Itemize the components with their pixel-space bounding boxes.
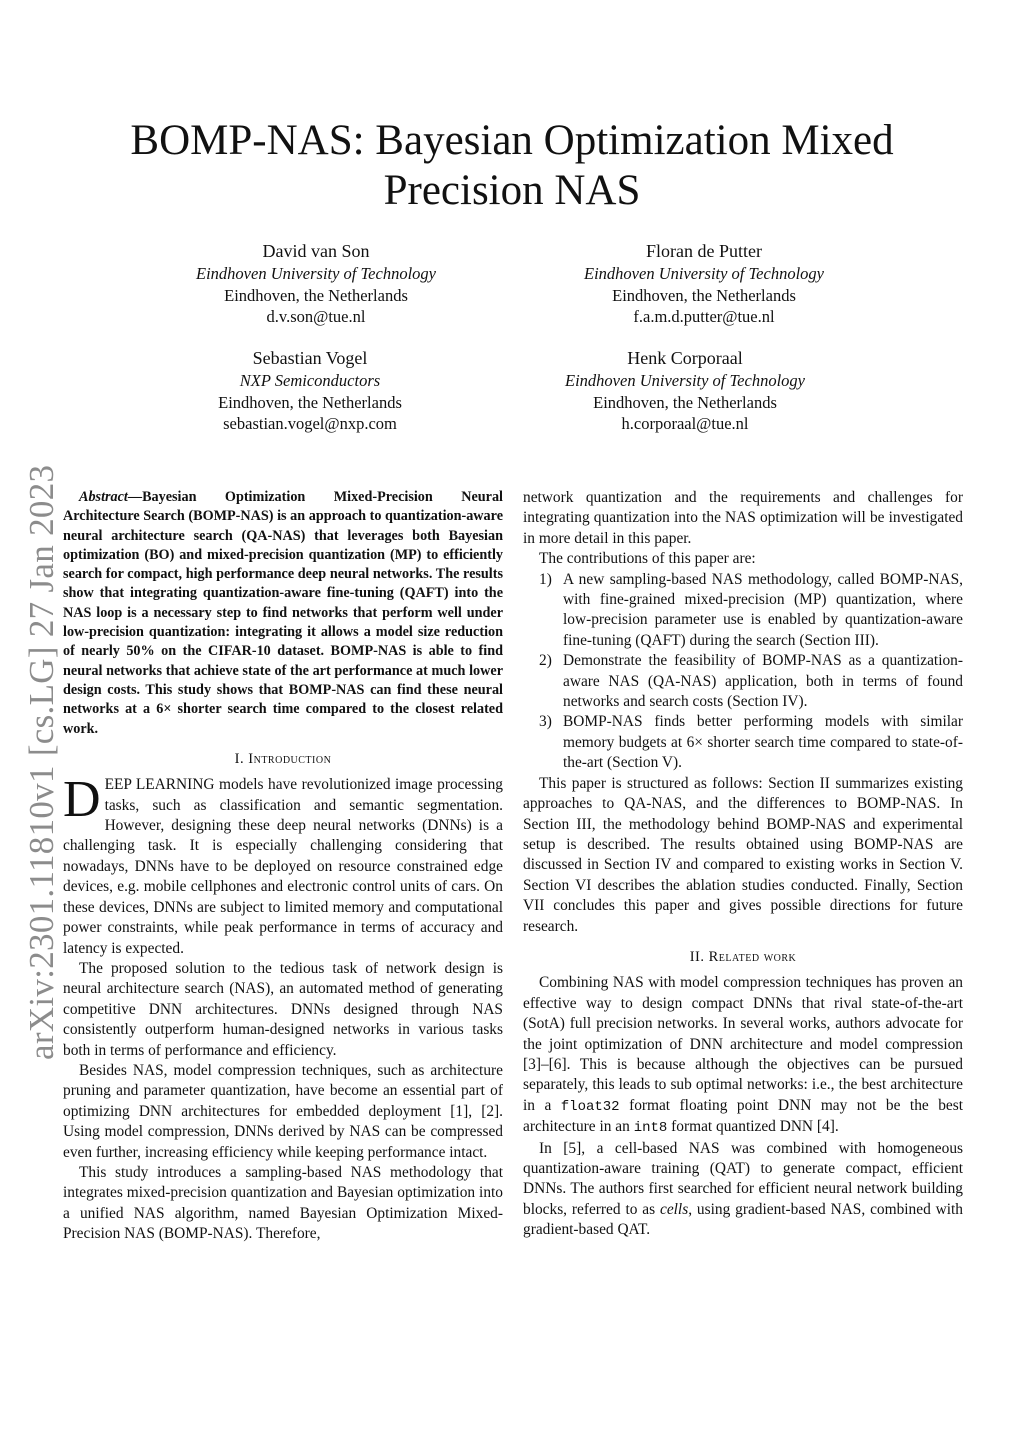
author-block [130,347,490,435]
related-text: Combining NAS with model compression techniques has proven an effective way to design compact DNNs that rival state-of-the-art (SotA) full precision networks. In several works, authors advocate for the joint optimization of DNN architecture and model compression [3]–[6]. This is because although the objectives can be pursued separately, this leads to sub optimal networks: i.e., the best architecture in a [523,974,963,1114]
author-name: David van Son [262,241,370,261]
paper-structure-paragraph: This paper is structured as follows: Section II summarizes existing approaches to QA-NAS, and the differences to BOMP-NAS. In Section III, the methodology behind BOMP-NAS and experimental setup is described. The results obtained using BOMP-NAS are discussed in Section IV and compared to existing works in Section V. Section VI describes the ablation studies conducted. Finally, Section VII concludes this paper and gives possible directions for future research. [523,774,963,935]
author-block [136,240,496,328]
related-text: In [5], a cell-based NAS was combined with homogeneous quantization-aware training (QAT) to generate compact, efficient DNNs. The authors first searched for efficient neural network building blocks, referred to as [523,1139,963,1218]
paper-title: BOMP-NAS: Bayesian Optimization Mixed Precision NAS [130,117,894,214]
list-number: 3) [539,713,552,731]
intro-paragraph-4: This study introduces a sampling-based NAS methodology that integrates mixed-precision quantization and Bayesian optimization into a unified NAS algorithm, named Bayesian Optimization Mixed-Precision NAS (BOMP-NAS). Therefore, [63,1163,503,1243]
abstract [63,488,503,739]
code-int8: int8 [633,1120,668,1137]
list-text: A new sampling-based NAS methodology, called BOMP-NAS, with fine-grained mixed-precision (MP) quantization, where low-precision parameter use is enabled by quantization-aware fine-tuning (QAFT) during the search (Section III). [563,570,963,649]
related-paragraph-1 [523,973,963,1138]
abstract-dash: — [127,489,143,505]
abstract-text: Bayesian Optimization Mixed-Precision Neural Architecture Search (BOMP-NAS) is an approach to quantization-aware neural architecture search (QA-NAS) that leverages both Bayesian optimization (BO) and mixed-precision quantization (MP) to efficiently search for compact, high performance deep neural networks. The results show that integrating quantization-aware fine-tuning (QAFT) into the NAS loop is a necessary step to find networks that perform well under low-precision quantization: integrating it allows a model size reduction of nearly 50% on the CIFAR-10 dataset. BOMP-NAS is able to find neural networks that achieve state of the art performance at much lower design costs. This study shows that BOMP-NAS can find these neural networks at a 6× shorter search time compared to the closest related work. [63,489,503,737]
section-title: Related work [708,948,797,965]
list-text: BOMP-NAS finds better performing models with similar memory budgets at 6× shorter search time compared to state-of-the-art (Section V). [563,713,963,772]
section-heading-related-work [523,947,963,967]
list-item [523,570,963,652]
section-title: Introduction [248,750,332,767]
section-number: II. [689,948,705,965]
author-location: Eindhoven, the Netherlands [218,392,402,412]
emphasis-cells: cells [659,1200,689,1218]
author-affiliation: NXP Semiconductors [239,371,381,390]
author-email: h.corporaal@tue.nl [621,414,749,433]
intro-continuation: network quantization and the requirements and challenges for integrating quantization into the NAS optimization will be investigated in more detail in this paper. [523,489,963,547]
left-column [63,488,503,1245]
intro-text: EEP LEARNING models have revolutionized image processing tasks, such as classification and semantic segmentation. However, designing these deep neural networks (DNNs) is a challenging task. It is especially challenging considering that nowadays, DNNs have to be deployed on resource constrained edge devices, e.g. mobile cellphones and electronic control units of cars. On these devices, DNNs are subject to limited memory and computational power constraints, while peak performance in terms of accuracy and latency is expected. [63,776,503,957]
related-text: , using gradient-based NAS, combined with gradient-based QAT. [523,1200,963,1239]
right-column [523,488,963,1241]
author-affiliation: Eindhoven University of Technology [196,264,436,283]
related-paragraph-2 [523,1139,963,1241]
author-location: Eindhoven, the Netherlands [224,285,408,305]
author-name: Floran de Putter [646,241,762,261]
author-location: Eindhoven, the Netherlands [612,285,796,305]
author-location: Eindhoven, the Netherlands [593,392,777,412]
related-text: format floating point DNN may not be the best architecture in an [523,1096,963,1136]
drop-cap: D [63,771,101,829]
list-number: 2) [539,652,552,670]
contributions-intro: The contributions of this paper are: [539,550,756,568]
code-float32: float32 [560,1098,620,1115]
section-number: I. [234,750,245,767]
list-text: Demonstrate the feasibility of BOMP-NAS as a quantization-aware NAS (QA-NAS) application, both in terms of found networks and search costs (Section IV). [563,652,963,711]
author-name: Henk Corporaal [627,348,743,368]
related-text: format quantized DNN [4]. [671,1118,839,1136]
list-item [523,712,963,773]
list-item [523,651,963,712]
contributions-list [523,570,963,774]
intro-paragraph-1 [63,771,503,959]
arxiv-stamp: arXiv:2301.11810v1 [cs.LG] 27 Jan 2023 [22,464,61,1060]
list-number: 1) [539,570,552,588]
abstract-label: Abstract [79,489,128,505]
author-affiliation: Eindhoven University of Technology [584,264,824,283]
author-block [505,347,865,435]
author-email: sebastian.vogel@nxp.com [223,414,397,433]
author-name: Sebastian Vogel [252,348,368,368]
author-email: f.a.m.d.putter@tue.nl [633,307,775,326]
author-email: d.v.son@tue.nl [266,307,366,326]
section-heading-introduction [63,749,503,769]
author-block [524,240,884,328]
author-affiliation: Eindhoven University of Technology [565,371,805,390]
intro-paragraph-3: Besides NAS, model compression techniques, such as architecture pruning and parameter quantization, have become an essential part of optimizing DNN architectures for embedded deployment [1], [2]. Using model compression, DNNs derived by NAS can be compressed even further, increasing efficiency while keeping performance intact. [63,1061,503,1161]
intro-paragraph-2: The proposed solution to the tedious task of network design is neural architecture search (NAS), an automated method of generating competitive DNN architectures. DNNs designed through NAS consistently outperform human-designed networks in various tasks both in terms of performance and efficiency. [63,959,503,1059]
